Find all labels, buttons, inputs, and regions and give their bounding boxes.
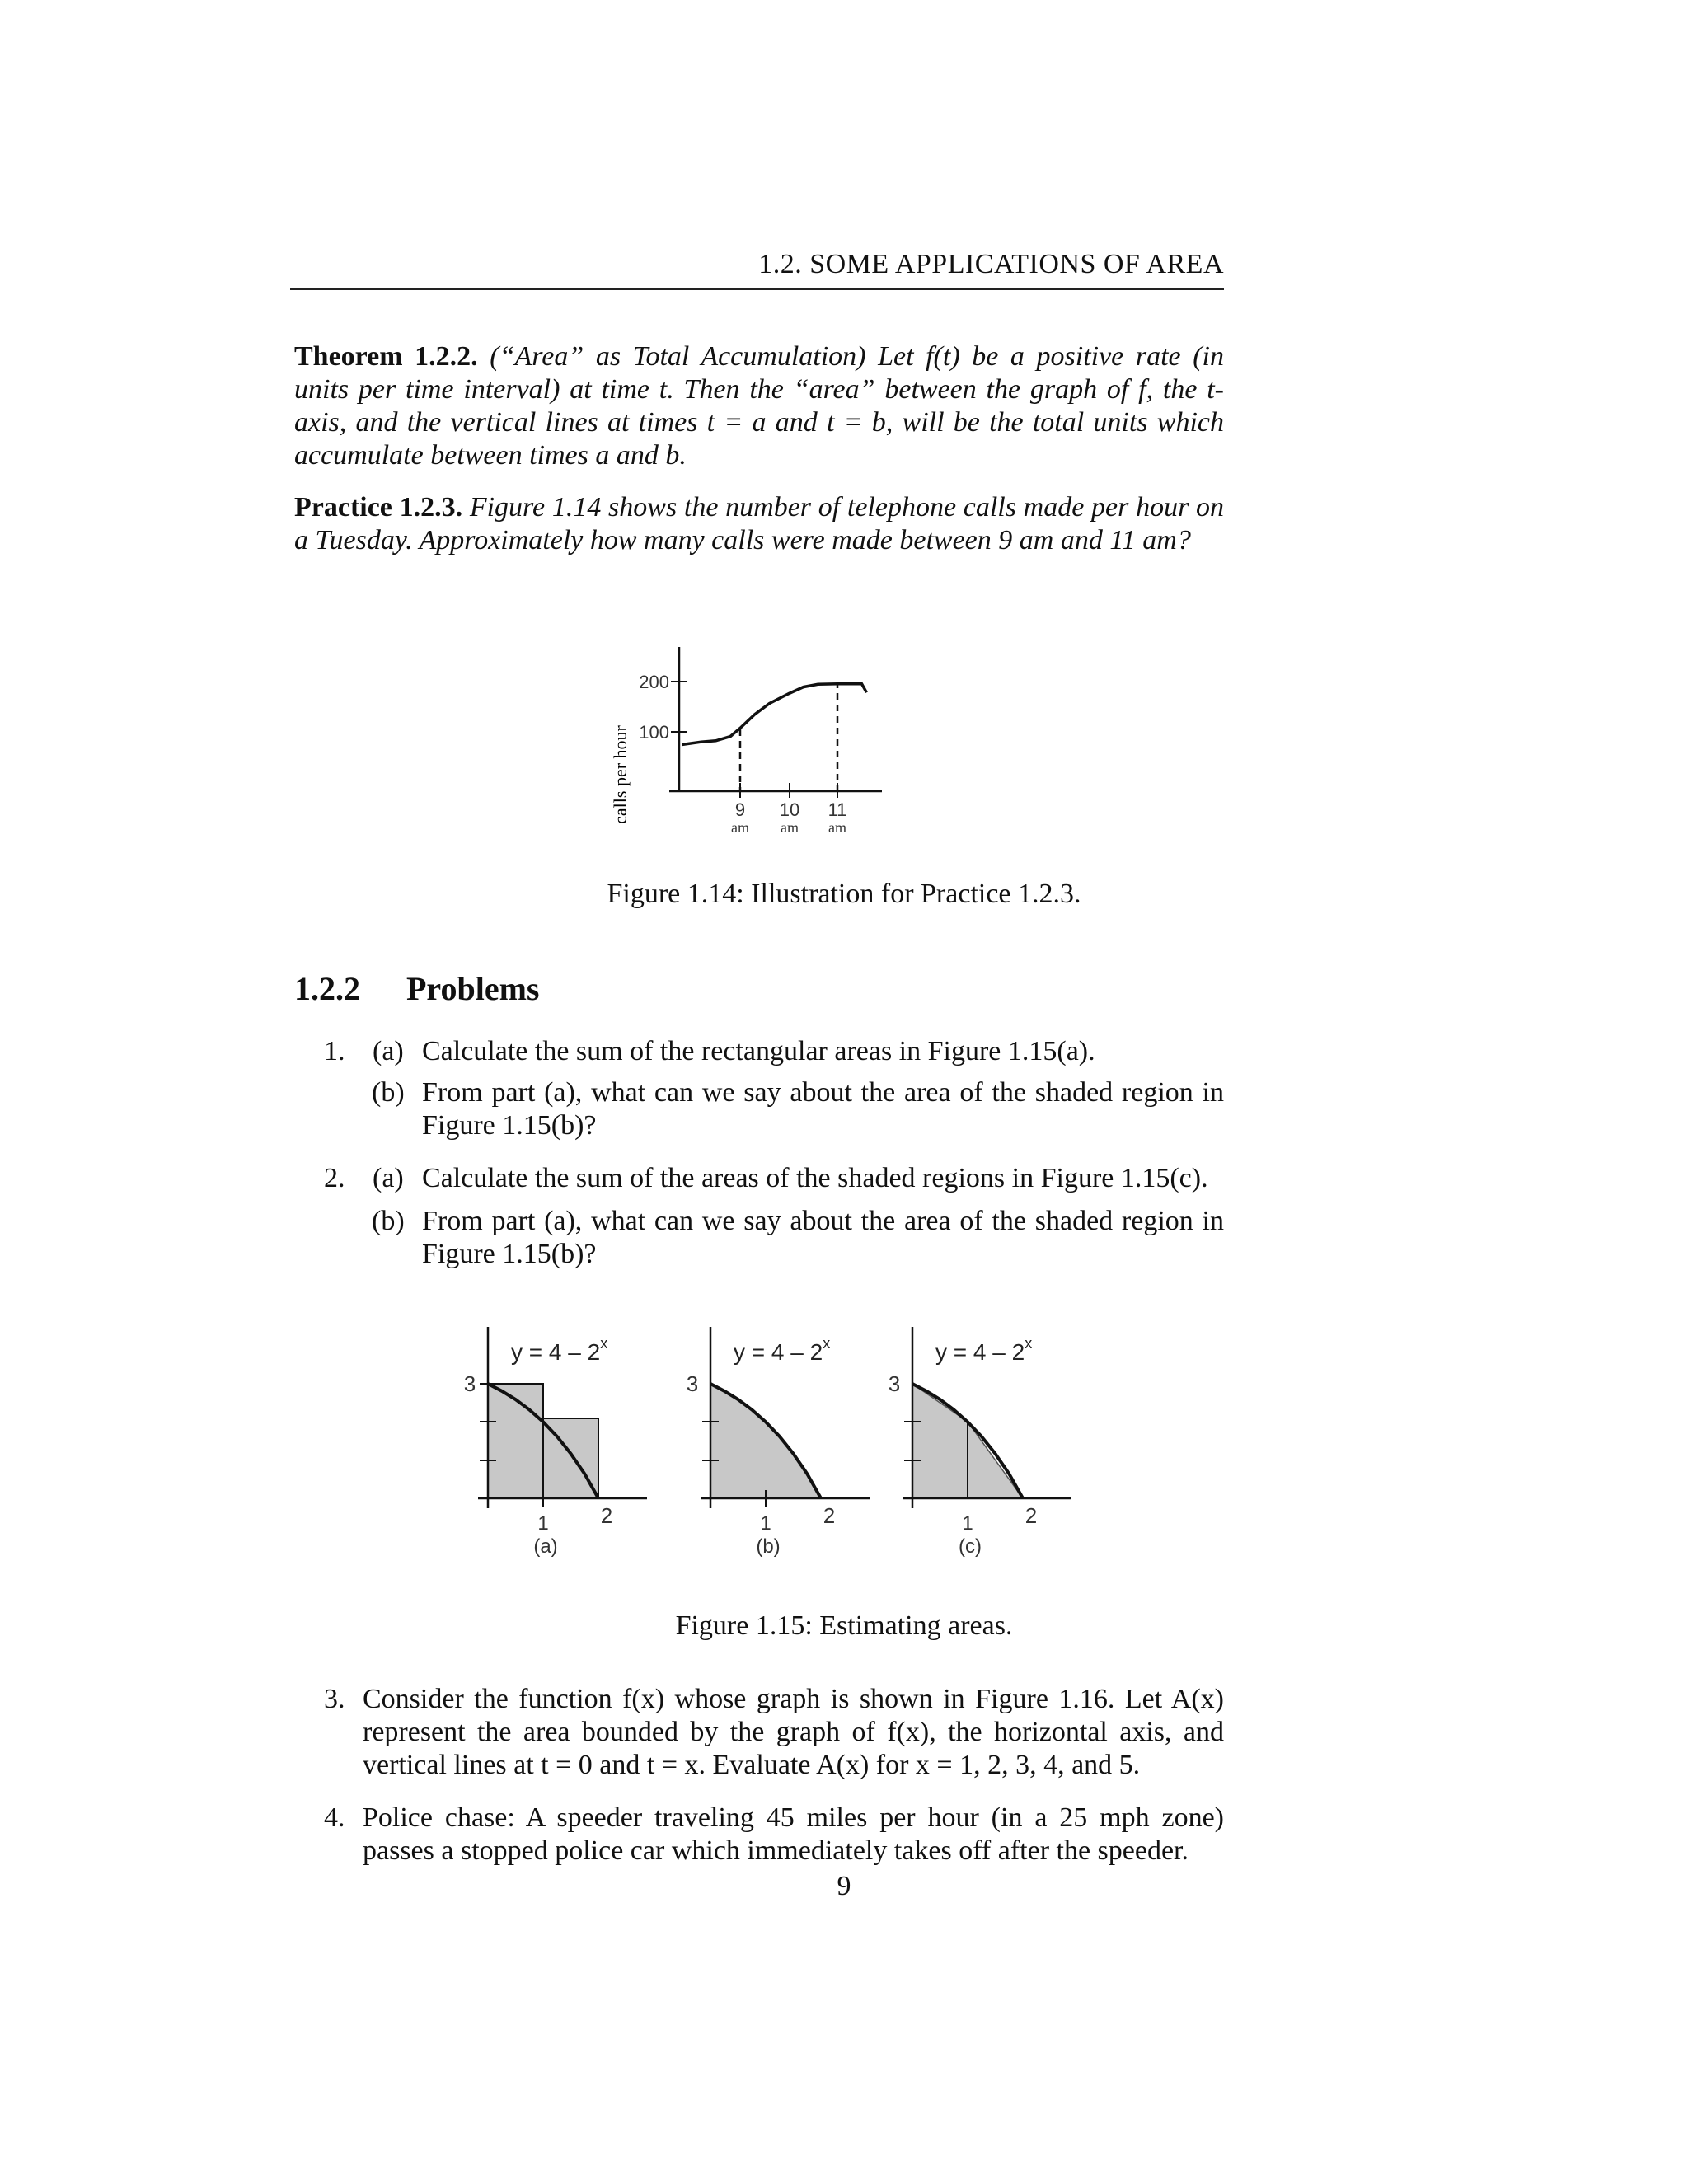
fig15-panel-c [889, 1327, 1071, 1558]
problem-3-number: 3. [324, 1684, 345, 1714]
problem-2b-label: (b) [372, 1206, 405, 1236]
practice-text: Figure 1.14 shows the number of telephone calls made per hour on a Tuesday. Approximately how many calls were made between 9 am and 11 am? [294, 492, 1225, 555]
figure-1-15-caption: Figure 1.15: Estimating areas. [675, 1610, 1013, 1641]
problem-1b-label: (b) [372, 1077, 405, 1108]
fig15a-equation: y = 4 – 2$^x$ [511, 1335, 608, 1365]
fig15b-shaded [710, 1384, 821, 1498]
problem-1a-text: Calculate the sum of the rectangular areas in Figure 1.15(a). [422, 1036, 1095, 1066]
fig14-xtick-label-9: 9 [734, 799, 746, 820]
fig15c-xtick-label-1: 1 [962, 1512, 973, 1535]
problem-4-number: 4. [324, 1802, 345, 1833]
fig14-xtick-label-10: 10 [779, 799, 800, 820]
fig14-ytick-label-100: 100 [639, 722, 669, 743]
fig15b-xtick-label-1: 1 [760, 1512, 771, 1535]
fig14-xtick-label-11: 11 [828, 799, 847, 820]
fig15b-xtick-label-2: 2 [823, 1503, 836, 1528]
problem-2b-text: From part (a), what can we say about the area of the shaded region in Figure 1.15(b)? [422, 1206, 1224, 1269]
fig15-panel-a [464, 1327, 647, 1558]
fig14-xtick-sub-10: am [781, 819, 799, 836]
practice-block [294, 491, 1224, 557]
problem-4-text: Police chase: A speeder traveling 45 miles per hour (in a 25 mph zone) passes a stopped police car which immediately takes off after the speeder. [363, 1802, 1224, 1866]
problem-1a-label: (a) [373, 1036, 404, 1066]
page-number: 9 [837, 1871, 851, 1901]
fig15a-xtick-label-2: 2 [600, 1503, 613, 1528]
problem-2-number: 2. [324, 1163, 345, 1193]
problem-2a-label: (a) [373, 1163, 404, 1193]
figure-1-14-chart [602, 635, 898, 841]
problem-2a-text: Calculate the sum of the areas of the shaded regions in Figure 1.15(c). [422, 1163, 1208, 1193]
fig14-ylabel: calls per hour [610, 725, 631, 824]
fig15c-panel-label: (c) [959, 1535, 982, 1558]
fig15c-ytick-label: 3 [888, 1371, 901, 1396]
problem-1-number: 1. [324, 1036, 345, 1066]
fig15a-xtick-label-1: 1 [537, 1512, 549, 1535]
theorem-label: Theorem 1.2.2. [294, 341, 478, 372]
header-rule [290, 288, 1224, 290]
fig15b-ytick-label: 3 [686, 1371, 699, 1396]
running-header: 1.2. SOME APPLICATIONS OF AREA [758, 249, 1224, 279]
fig15c-xtick-label-2: 2 [1025, 1503, 1038, 1528]
section-heading [294, 969, 539, 1008]
fig15b-panel-label: (b) [756, 1535, 781, 1558]
fig15a-panel-label: (a) [533, 1535, 558, 1558]
fig14-xtick-sub-11: am [828, 819, 846, 836]
problem-1b-text: From part (a), what can we say about the area of the shaded region in Figure 1.15(b)? [422, 1077, 1224, 1141]
fig14-xtick-sub-9: am [731, 819, 749, 836]
practice-label: Practice 1.2.3. [294, 492, 463, 523]
problem-3-text: Consider the function f(x) whose graph is shown in Figure 1.16. Let A(x) represent the area bounded by the graph of f(x), the horizontal axis, and vertical lines at t = 0 and t = x. Evaluate A(x) for x = 1, 2, 3, 4, and 5. [363, 1684, 1224, 1780]
theorem-text: (“Area” as Total Accumulation) Let f(t) be a positive rate (in units per time interval) at time t. Then the “area” between the graph of f, the t-axis, and the vertical lines at times t = a and t = b, will be the total units which accumulate between times a and b. [294, 341, 1224, 471]
fig15c-equation: y = 4 – 2$^x$ [935, 1335, 1033, 1365]
fig14-ytick-label-200: 200 [639, 672, 669, 692]
fig15-panel-b [687, 1327, 870, 1558]
figure-1-14-caption: Figure 1.14: Illustration for Practice 1.2.3. [607, 879, 1081, 909]
fig14-curve [682, 684, 866, 745]
section-title: Problems [406, 970, 540, 1007]
theorem-block [294, 340, 1224, 472]
figure-1-15-panels [445, 1319, 1071, 1582]
fig15a-ytick-label: 3 [463, 1371, 476, 1396]
fig15b-equation: y = 4 – 2$^x$ [734, 1335, 831, 1365]
section-number: 1.2.2 [294, 970, 360, 1007]
